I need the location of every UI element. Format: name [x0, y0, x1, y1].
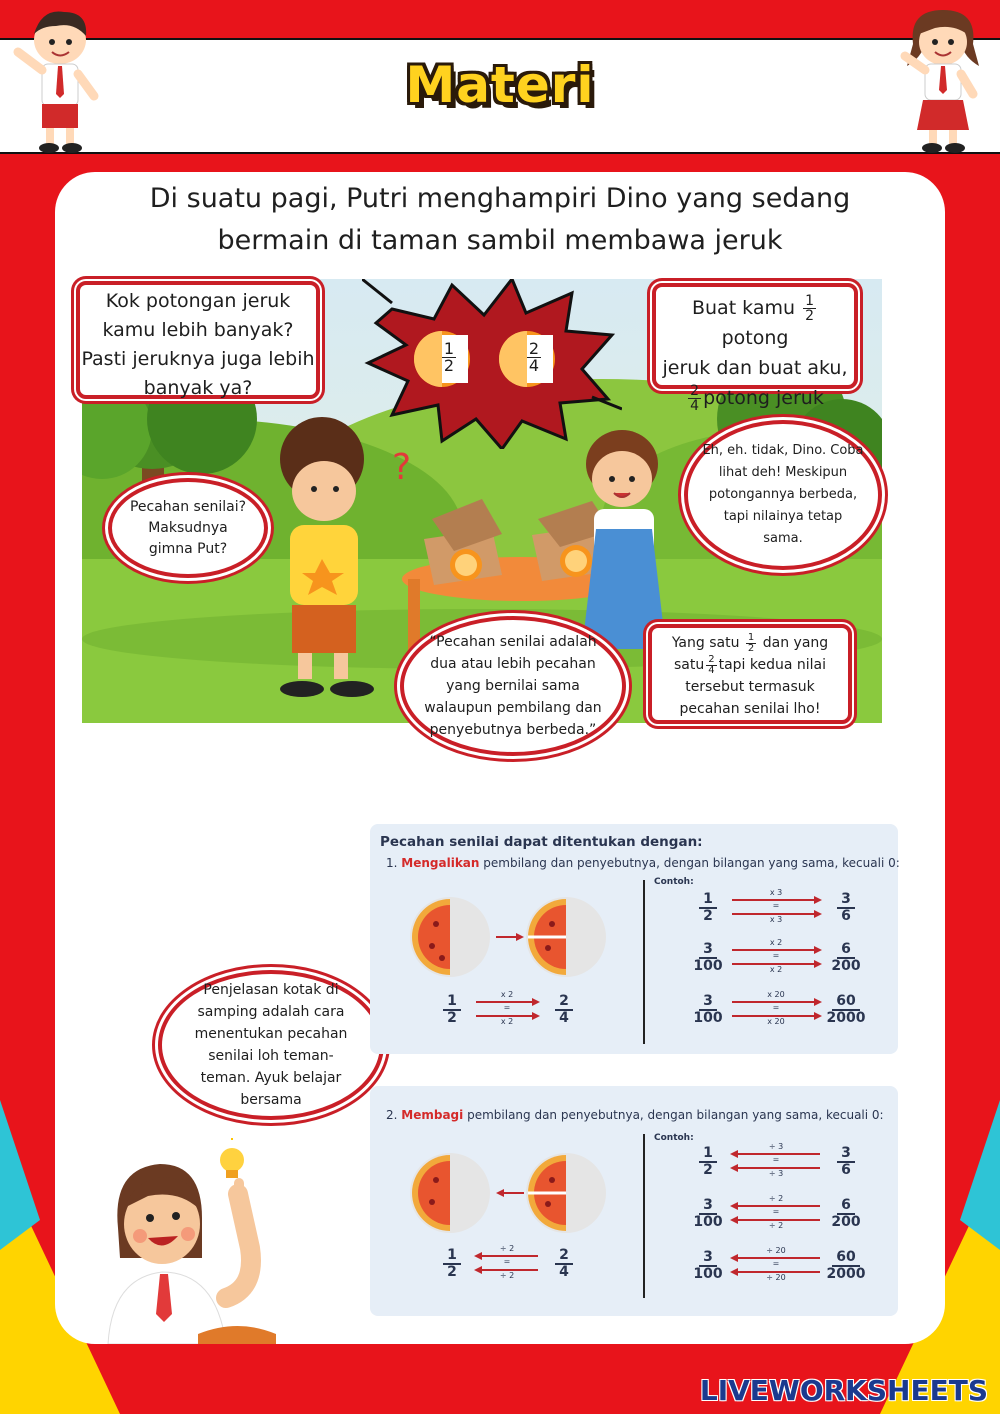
- fraction-numerator: 1: [443, 1248, 461, 1265]
- operation-label: x 20: [767, 1017, 785, 1026]
- dino-speech-bubble: [76, 281, 320, 399]
- bubble-line: Penjelasan kotak di: [203, 982, 339, 998]
- example-speech-bubble: [648, 624, 852, 724]
- fraction-numerator: 1: [805, 293, 815, 309]
- fraction-denominator: 2: [447, 1009, 457, 1026]
- equation-fraction: [826, 1146, 866, 1177]
- explain-speech-bubble: [684, 420, 882, 570]
- fraction-numerator: 2: [555, 1248, 573, 1265]
- rule-number: 1.: [386, 856, 398, 870]
- bubble-line: Maksudnya: [148, 519, 228, 536]
- equation-fraction: [826, 942, 866, 973]
- bubble-line: lihat deh! Meskipun: [718, 465, 848, 480]
- equation-row: [690, 992, 866, 1032]
- equation-row: [690, 1196, 866, 1236]
- fraction-numerator: 3: [699, 1250, 717, 1267]
- operation-label: ÷ 2: [768, 1194, 784, 1203]
- fraction-denominator: 4: [528, 356, 540, 375]
- fraction-numerator: 2: [690, 383, 700, 399]
- fraction-numerator: 3: [699, 994, 717, 1011]
- bubble-line: penyebutnya berbeda.”: [429, 722, 597, 738]
- fraction-numerator: 1: [699, 892, 717, 909]
- fraction-denominator: 100: [693, 957, 723, 974]
- operation-label: x 2: [769, 965, 783, 974]
- equation-arrows: [730, 992, 822, 1026]
- operation-label: ÷ 2: [499, 1271, 515, 1280]
- bubble-line: gimna Put?: [148, 540, 228, 557]
- fraction-denominator: 100: [693, 1265, 723, 1282]
- teacher-illustration: [98, 1138, 288, 1344]
- bubble-line: samping adalah cara: [197, 1004, 345, 1020]
- bubble-line: teman. Ayuk belajar: [200, 1070, 342, 1086]
- operation-label: ÷ 3: [768, 1142, 784, 1151]
- equation-fraction: [690, 1250, 726, 1281]
- fraction-numerator: 1: [443, 339, 455, 358]
- bubble-line: yang bernilai sama: [446, 678, 580, 694]
- operation-label: ÷ 3: [768, 1169, 784, 1178]
- equation-row: [690, 940, 866, 980]
- equals-label: =: [772, 1207, 780, 1216]
- fraction-numerator: 2: [528, 339, 540, 358]
- fraction-denominator: 2: [703, 907, 713, 924]
- equation-fraction: [544, 1248, 584, 1279]
- bubble-text: satu: [673, 657, 705, 673]
- equation-arrows: [730, 1196, 822, 1230]
- bubble-line: kamu lebih banyak?: [102, 319, 294, 341]
- bubble-text: Yang satu: [671, 635, 740, 651]
- teacher-speech-bubble: [158, 970, 384, 1120]
- fraction-denominator: 4: [690, 398, 700, 414]
- equals-label: =: [772, 1259, 780, 1268]
- fraction-denominator: 2: [703, 1161, 713, 1178]
- fraction-denominator: 2: [447, 1263, 457, 1280]
- fraction-denominator: 4: [559, 1263, 569, 1280]
- burst-fraction-1: [436, 341, 462, 374]
- question-speech-bubble: [108, 478, 268, 578]
- equation-row: [434, 1246, 584, 1286]
- bubble-line: Pasti jeruknya juga lebih: [81, 348, 315, 370]
- liveworksheets-logo: LIVEWORKSHEETS: [699, 1374, 988, 1407]
- rule-text: pembilang dan penyebutnya, dengan bilangan yang sama, kecuali 0:: [467, 1108, 884, 1122]
- page-title: Materi: [405, 56, 595, 114]
- fraction-numerator: 2: [708, 653, 715, 665]
- bubble-text: potong jeruk: [703, 387, 824, 409]
- panel-divider: [643, 880, 645, 1044]
- equation-arrows: [730, 1144, 822, 1178]
- rule-text: pembilang dan penyebutnya, dengan bilangan yang sama, kecuali 0:: [483, 856, 900, 870]
- fraction-denominator: 4: [559, 1009, 569, 1026]
- fraction-numerator: 2: [555, 994, 573, 1011]
- rule-number: 2.: [386, 1108, 398, 1122]
- fraction-numerator: 6: [837, 1198, 855, 1215]
- equation-row: [690, 890, 866, 930]
- fraction-denominator: 2000: [826, 1009, 866, 1026]
- rule-keyword: Mengalikan: [401, 856, 480, 870]
- fraction-denominator: 200: [831, 1213, 861, 1230]
- fraction-denominator: 2: [747, 642, 755, 654]
- pizza-multiply-illustration: [408, 894, 608, 980]
- fraction-numerator: 3: [837, 1146, 855, 1163]
- bubble-text: Buat kamu: [691, 297, 796, 319]
- pizza-divide-illustration: [408, 1150, 608, 1236]
- bubble-text: tapi kedua nilai: [718, 657, 827, 673]
- fraction-burst: [362, 279, 622, 449]
- bubble-line: walaupun pembilang dan: [424, 700, 602, 716]
- equation-row: [690, 1144, 866, 1184]
- story-intro-line-2: bermain di taman sambil membawa jeruk: [217, 225, 783, 256]
- question-mark: ?: [392, 447, 412, 488]
- equals-label: =: [772, 901, 780, 910]
- operation-label: x 2: [500, 990, 514, 999]
- operation-label: x 3: [769, 888, 783, 897]
- fraction-denominator: 100: [693, 1009, 723, 1026]
- bubble-text: pecahan senilai lho!: [679, 701, 821, 717]
- fraction-denominator: 2000: [826, 1265, 866, 1282]
- operation-label: ÷ 20: [766, 1246, 786, 1255]
- bubble-text: jeruk dan buat aku,: [662, 357, 848, 379]
- definition-speech-bubble: [400, 616, 626, 756]
- equation-fraction: [690, 942, 726, 973]
- fraction-denominator: 200: [831, 957, 861, 974]
- equation-fraction: [826, 994, 866, 1025]
- bubble-line: senilai loh teman-: [208, 1048, 334, 1064]
- panel-divider: [643, 1134, 645, 1298]
- fraction-denominator: 100: [693, 1213, 723, 1230]
- operation-label: ÷ 2: [499, 1244, 515, 1253]
- equation-fraction: [826, 1250, 866, 1281]
- story-intro-line-1: Di suatu pagi, Putri menghampiri Dino yang sedang: [149, 183, 851, 214]
- bubble-line: Kok potongan jeruk: [105, 290, 291, 312]
- fraction-numerator: 3: [837, 892, 855, 909]
- equation-fraction: [690, 1198, 726, 1229]
- bubble-line: bersama: [240, 1092, 302, 1108]
- fraction-numerator: 1: [443, 994, 461, 1011]
- bubble-line: “Pecahan senilai adalah: [429, 634, 597, 650]
- equation-fraction: [690, 994, 726, 1025]
- bubble-line: tapi nilainya tetap: [723, 509, 843, 524]
- equals-label: =: [772, 951, 780, 960]
- fraction-numerator: 60: [832, 1250, 859, 1267]
- equation-row: [690, 1248, 866, 1288]
- bubble-line: dua atau lebih pecahan: [430, 656, 596, 672]
- fraction-numerator: 6: [837, 942, 855, 959]
- fraction-numerator: 60: [832, 994, 859, 1011]
- fraction-numerator: 1: [699, 1146, 717, 1163]
- equation-fraction: [690, 1146, 726, 1177]
- fraction-denominator: 2: [805, 308, 815, 324]
- bubble-text: potong: [721, 327, 789, 349]
- multiply-rule: [386, 856, 900, 870]
- equation-arrows: [730, 890, 822, 924]
- contoh-label: Contoh:: [654, 1133, 694, 1143]
- bubble-line: Pecahan senilai?: [129, 498, 247, 515]
- equation-fraction: [544, 994, 584, 1025]
- equation-fraction: [826, 892, 866, 923]
- equation-row: [434, 992, 584, 1032]
- equation-fraction: [826, 1198, 866, 1229]
- equals-label: =: [503, 1257, 511, 1266]
- fraction-numerator: 3: [699, 942, 717, 959]
- operation-label: x 3: [769, 915, 783, 924]
- equals-label: =: [772, 1155, 780, 1164]
- operation-label: x 2: [769, 938, 783, 947]
- bubble-line: sama.: [763, 531, 803, 546]
- operation-label: x 20: [767, 990, 785, 999]
- bubble-text: dan yang: [762, 635, 829, 651]
- divide-rule: [386, 1108, 884, 1122]
- burst-fraction-2: [521, 341, 547, 374]
- fraction-numerator: 1: [747, 631, 755, 643]
- fraction-denominator: 6: [841, 1161, 851, 1178]
- panel-heading: Pecahan senilai dapat ditentukan dengan:: [380, 834, 703, 850]
- putri-speech-bubble: [652, 283, 858, 414]
- equation-arrows: [474, 1246, 540, 1280]
- contoh-label: Contoh:: [654, 877, 694, 887]
- operation-label: ÷ 20: [766, 1273, 786, 1282]
- equation-fraction: [690, 892, 726, 923]
- operation-label: x 2: [500, 1017, 514, 1026]
- bubble-text: tersebut termasuk: [685, 679, 815, 695]
- rule-keyword: Membagi: [401, 1108, 464, 1122]
- bubble-line: Eh, eh. tidak, Dino. Coba: [702, 443, 864, 458]
- boy-student-illustration: [12, 4, 107, 156]
- bubble-line: menentukan pecahan: [194, 1026, 348, 1042]
- equation-arrows: [730, 1248, 822, 1282]
- fraction-numerator: 3: [699, 1198, 717, 1215]
- fraction-denominator: 6: [841, 907, 851, 924]
- equation-arrows: [474, 992, 540, 1026]
- bubble-line: potongannya berbeda,: [708, 487, 858, 502]
- equation-arrows: [730, 940, 822, 974]
- operation-label: ÷ 2: [768, 1221, 784, 1230]
- girl-student-illustration: [895, 4, 990, 156]
- story-intro: [100, 178, 900, 262]
- fraction-denominator: 2: [443, 356, 455, 375]
- equals-label: =: [503, 1003, 511, 1012]
- equation-fraction: [434, 994, 470, 1025]
- equals-label: =: [772, 1003, 780, 1012]
- bubble-line: banyak ya?: [143, 377, 253, 399]
- equation-fraction: [434, 1248, 470, 1279]
- fraction-denominator: 4: [708, 664, 715, 676]
